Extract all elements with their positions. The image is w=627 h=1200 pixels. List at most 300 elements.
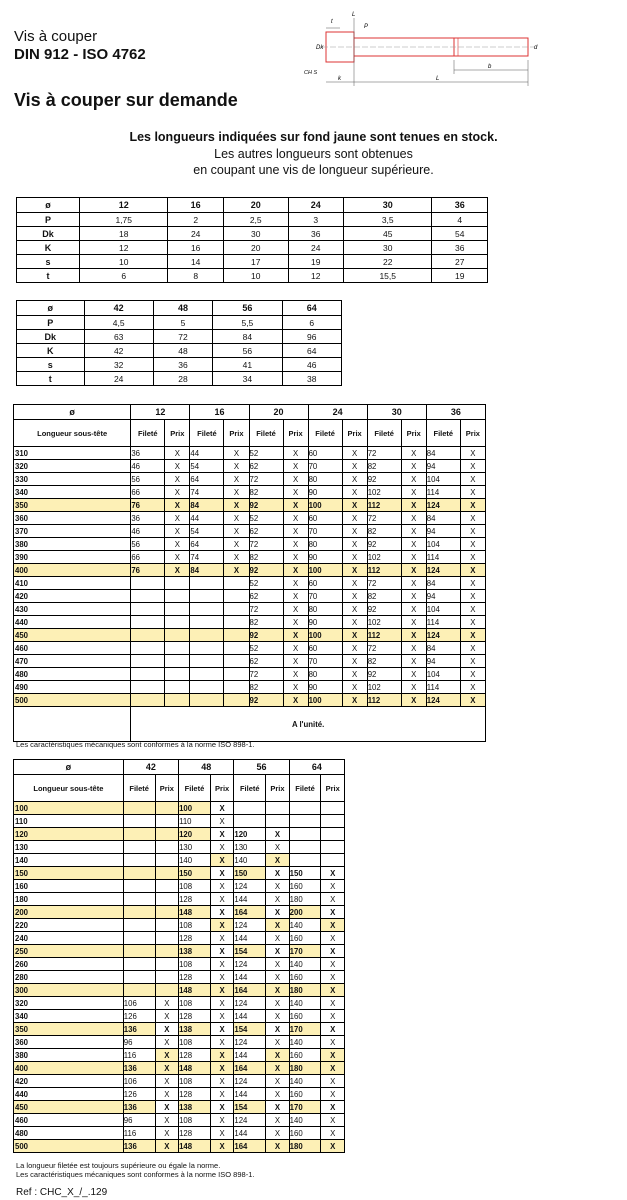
price-cell: X bbox=[210, 1127, 233, 1140]
price-cell: X bbox=[283, 681, 308, 694]
threaded-cell: 144 bbox=[234, 1010, 266, 1023]
table-cell: 27 bbox=[432, 255, 488, 269]
price-cell: X bbox=[321, 932, 345, 945]
threaded-cell bbox=[190, 655, 224, 668]
price-cell bbox=[155, 932, 178, 945]
diameter-header: 56 bbox=[234, 760, 289, 775]
price-cell: X bbox=[210, 1114, 233, 1127]
threaded-cell: 138 bbox=[179, 1023, 211, 1036]
price-cell: X bbox=[165, 447, 190, 460]
price-cell: X bbox=[283, 525, 308, 538]
table-row bbox=[14, 997, 345, 1010]
threaded-cell: 92 bbox=[249, 629, 283, 642]
table-cell: 30 bbox=[223, 227, 288, 241]
price-header: Prix bbox=[283, 420, 308, 447]
threaded-cell: 124 bbox=[426, 499, 460, 512]
price-cell: X bbox=[342, 564, 367, 577]
threaded-cell bbox=[123, 815, 155, 828]
price-cell: X bbox=[342, 629, 367, 642]
table-row bbox=[14, 932, 345, 945]
price-cell: X bbox=[165, 538, 190, 551]
price-cell bbox=[155, 958, 178, 971]
table-row bbox=[17, 344, 342, 358]
threaded-cell bbox=[289, 854, 321, 867]
price-cell: X bbox=[401, 642, 426, 655]
threaded-cell: 154 bbox=[234, 1023, 266, 1036]
table-row bbox=[17, 330, 342, 344]
table-cell: 4 bbox=[432, 213, 488, 227]
row-label: s bbox=[17, 358, 85, 372]
threaded-cell: 54 bbox=[190, 525, 224, 538]
row-label: K bbox=[17, 344, 85, 358]
table-cell: 22 bbox=[344, 255, 432, 269]
threaded-cell: 124 bbox=[234, 997, 266, 1010]
column-header: 30 bbox=[344, 198, 432, 213]
price-cell: X bbox=[321, 867, 345, 880]
price-cell: X bbox=[266, 854, 289, 867]
threaded-cell: 100 bbox=[308, 694, 342, 707]
table-row bbox=[14, 460, 486, 473]
price-cell: X bbox=[460, 512, 485, 525]
threaded-cell bbox=[123, 880, 155, 893]
length-cell: 500 bbox=[14, 1140, 124, 1153]
price-cell: X bbox=[283, 629, 308, 642]
threaded-cell: 124 bbox=[234, 880, 266, 893]
table-row bbox=[17, 227, 488, 241]
length-cell: 480 bbox=[14, 1127, 124, 1140]
threaded-cell: 106 bbox=[123, 1075, 155, 1088]
threaded-cell: 82 bbox=[367, 460, 401, 473]
threaded-cell: 72 bbox=[367, 642, 401, 655]
iso-note-2: Les caractéristiques mécaniques sont conformes à la norme ISO 898-1. bbox=[16, 1170, 255, 1179]
threaded-cell: 170 bbox=[289, 1101, 321, 1114]
threaded-cell: 54 bbox=[190, 460, 224, 473]
table-row bbox=[14, 577, 486, 590]
table-row bbox=[14, 551, 486, 564]
price-cell bbox=[266, 815, 289, 828]
table-cell: 10 bbox=[223, 269, 288, 283]
price-cell: X bbox=[460, 577, 485, 590]
price-header: Prix bbox=[155, 775, 178, 802]
threaded-cell: 84 bbox=[426, 447, 460, 460]
price-cell: X bbox=[401, 551, 426, 564]
threaded-cell: 62 bbox=[249, 460, 283, 473]
length-cell: 390 bbox=[14, 551, 131, 564]
column-header: 12 bbox=[80, 198, 168, 213]
price-cell bbox=[155, 867, 178, 880]
column-header: 16 bbox=[168, 198, 223, 213]
threaded-cell: 148 bbox=[179, 906, 211, 919]
price-cell: X bbox=[283, 577, 308, 590]
length-cell: 320 bbox=[14, 997, 124, 1010]
table-row bbox=[14, 867, 345, 880]
threaded-cell: 72 bbox=[367, 447, 401, 460]
price-cell: X bbox=[210, 815, 233, 828]
table-cell: 4,5 bbox=[84, 316, 153, 330]
threaded-cell: 72 bbox=[367, 577, 401, 590]
threaded-cell bbox=[190, 694, 224, 707]
price-cell: X bbox=[210, 854, 233, 867]
price-cell: X bbox=[266, 1140, 289, 1153]
diameter-header: 48 bbox=[179, 760, 234, 775]
threaded-cell: 64 bbox=[190, 473, 224, 486]
column-header: 20 bbox=[223, 198, 288, 213]
price-cell: X bbox=[224, 551, 249, 564]
price-cell: X bbox=[283, 642, 308, 655]
price-cell: X bbox=[155, 997, 178, 1010]
iso-note-1: Les caractéristiques mécaniques sont conformes à la norme ISO 898-1. bbox=[16, 740, 255, 749]
price-cell bbox=[155, 919, 178, 932]
price-cell bbox=[165, 603, 190, 616]
price-cell: X bbox=[342, 525, 367, 538]
threaded-cell bbox=[190, 616, 224, 629]
price-cell: X bbox=[401, 668, 426, 681]
threaded-cell bbox=[234, 802, 266, 815]
threaded-cell: 80 bbox=[308, 473, 342, 486]
price-cell: X bbox=[155, 1114, 178, 1127]
dim-label-p: P bbox=[364, 24, 369, 30]
price-cell: X bbox=[321, 1140, 345, 1153]
threaded-cell: 100 bbox=[179, 802, 211, 815]
price-cell bbox=[155, 906, 178, 919]
dimensions-table-2 bbox=[16, 300, 342, 386]
threaded-cell: 136 bbox=[123, 1140, 155, 1153]
table-row bbox=[14, 1023, 345, 1036]
threaded-cell bbox=[234, 815, 266, 828]
price-cell: X bbox=[165, 551, 190, 564]
threaded-cell: 52 bbox=[249, 512, 283, 525]
price-cell: X bbox=[401, 603, 426, 616]
threaded-cell: 72 bbox=[249, 603, 283, 616]
threaded-cell: 102 bbox=[367, 681, 401, 694]
price-cell bbox=[266, 802, 289, 815]
threaded-cell: 64 bbox=[190, 538, 224, 551]
threaded-header: Fileté bbox=[123, 775, 155, 802]
threaded-cell: 128 bbox=[179, 971, 211, 984]
threaded-cell: 56 bbox=[131, 473, 165, 486]
table-row bbox=[14, 655, 486, 668]
threaded-cell: 100 bbox=[308, 499, 342, 512]
threaded-cell: 92 bbox=[249, 564, 283, 577]
diameter-header: 30 bbox=[367, 405, 426, 420]
threaded-header: Fileté bbox=[249, 420, 283, 447]
threaded-cell: 114 bbox=[426, 616, 460, 629]
column-header: 24 bbox=[288, 198, 343, 213]
table-cell: 42 bbox=[84, 344, 153, 358]
threaded-cell: 102 bbox=[367, 616, 401, 629]
threaded-cell bbox=[131, 668, 165, 681]
table-row bbox=[14, 1075, 345, 1088]
threaded-cell: 112 bbox=[367, 564, 401, 577]
price-cell: X bbox=[224, 525, 249, 538]
price-cell: X bbox=[266, 1114, 289, 1127]
price-cell: X bbox=[266, 945, 289, 958]
table-header-row bbox=[17, 198, 488, 213]
threaded-cell bbox=[190, 590, 224, 603]
threaded-cell bbox=[131, 590, 165, 603]
price-cell: X bbox=[401, 681, 426, 694]
price-cell: X bbox=[401, 629, 426, 642]
price-cell: X bbox=[283, 616, 308, 629]
length-header: Longueur sous-tête bbox=[14, 775, 124, 802]
price-cell: X bbox=[460, 460, 485, 473]
threaded-cell: 84 bbox=[190, 564, 224, 577]
threaded-cell: 124 bbox=[234, 1036, 266, 1049]
product-norm: DIN 912 - ISO 4762 bbox=[14, 46, 146, 63]
threaded-cell: 160 bbox=[289, 1127, 321, 1140]
price-cell: X bbox=[165, 473, 190, 486]
table-row bbox=[14, 893, 345, 906]
price-cell: X bbox=[401, 538, 426, 551]
threaded-cell: 82 bbox=[249, 616, 283, 629]
threaded-cell: 60 bbox=[308, 512, 342, 525]
row-label: t bbox=[17, 372, 85, 386]
price-cell bbox=[165, 668, 190, 681]
threaded-cell: 82 bbox=[249, 486, 283, 499]
table-row bbox=[17, 213, 488, 227]
threaded-header: Fileté bbox=[179, 775, 211, 802]
length-header: Longueur sous-tête bbox=[14, 420, 131, 447]
table-cell: 15,5 bbox=[344, 269, 432, 283]
stock-notice: Les longueurs indiquées sur fond jaune sont tenues en stock. bbox=[129, 130, 498, 144]
diameter-header: 12 bbox=[131, 405, 190, 420]
table-row bbox=[14, 1036, 345, 1049]
length-cell: 300 bbox=[14, 984, 124, 997]
price-cell: X bbox=[342, 616, 367, 629]
table-row bbox=[14, 447, 486, 460]
threaded-cell: 128 bbox=[179, 1127, 211, 1140]
threaded-cell bbox=[123, 906, 155, 919]
price-cell: X bbox=[210, 984, 233, 997]
price-cell: X bbox=[321, 1101, 345, 1114]
threaded-cell: 100 bbox=[308, 629, 342, 642]
price-cell: X bbox=[401, 473, 426, 486]
threaded-cell: 140 bbox=[289, 919, 321, 932]
price-cell: X bbox=[224, 564, 249, 577]
threaded-cell: 84 bbox=[426, 512, 460, 525]
threaded-cell: 72 bbox=[249, 668, 283, 681]
length-cell: 260 bbox=[14, 958, 124, 971]
price-cell: X bbox=[401, 460, 426, 473]
table-row bbox=[14, 473, 486, 486]
diameter-header: 16 bbox=[190, 405, 249, 420]
price-cell: X bbox=[210, 1023, 233, 1036]
price-cell: X bbox=[321, 1062, 345, 1075]
length-cell: 410 bbox=[14, 577, 131, 590]
price-cell: X bbox=[321, 1036, 345, 1049]
diameter-header: 24 bbox=[308, 405, 367, 420]
threaded-cell bbox=[123, 841, 155, 854]
table-row bbox=[14, 668, 486, 681]
price-cell bbox=[155, 971, 178, 984]
threaded-cell: 80 bbox=[308, 668, 342, 681]
threaded-cell bbox=[289, 828, 321, 841]
table-cell: 10 bbox=[80, 255, 168, 269]
price-cell: X bbox=[210, 1140, 233, 1153]
threaded-cell: 60 bbox=[308, 642, 342, 655]
threaded-cell: 94 bbox=[426, 590, 460, 603]
table-cell: 20 bbox=[223, 241, 288, 255]
threaded-cell: 76 bbox=[131, 499, 165, 512]
table-row bbox=[17, 255, 488, 269]
column-header: 64 bbox=[282, 301, 341, 316]
threaded-cell: 170 bbox=[289, 945, 321, 958]
threaded-cell bbox=[131, 603, 165, 616]
price-cell: X bbox=[165, 512, 190, 525]
price-cell: X bbox=[401, 486, 426, 499]
length-cell: 350 bbox=[14, 499, 131, 512]
price-cell: X bbox=[224, 447, 249, 460]
threaded-cell: 36 bbox=[131, 512, 165, 525]
price-cell: X bbox=[342, 538, 367, 551]
threaded-cell: 82 bbox=[367, 655, 401, 668]
table-row bbox=[14, 841, 345, 854]
threaded-cell bbox=[289, 815, 321, 828]
threaded-cell: 108 bbox=[179, 1036, 211, 1049]
price-cell: X bbox=[342, 668, 367, 681]
threaded-cell: 112 bbox=[367, 629, 401, 642]
row-label: Dk bbox=[17, 227, 80, 241]
price-cell bbox=[224, 590, 249, 603]
threaded-cell bbox=[131, 655, 165, 668]
threaded-header: Fileté bbox=[308, 420, 342, 447]
table-cell: 24 bbox=[84, 372, 153, 386]
length-cell: 160 bbox=[14, 880, 124, 893]
intro-line-2: Les autres longueurs sont obtenues bbox=[214, 147, 413, 161]
threaded-cell: 52 bbox=[249, 577, 283, 590]
threaded-cell: 180 bbox=[289, 1140, 321, 1153]
price-cell: X bbox=[210, 1036, 233, 1049]
price-cell: X bbox=[321, 880, 345, 893]
price-cell: X bbox=[155, 1127, 178, 1140]
price-cell: X bbox=[460, 473, 485, 486]
threaded-cell: 136 bbox=[123, 1101, 155, 1114]
threaded-cell bbox=[131, 642, 165, 655]
threaded-cell: 82 bbox=[367, 590, 401, 603]
price-cell: X bbox=[283, 694, 308, 707]
length-price-table-2 bbox=[13, 759, 345, 1153]
price-cell: X bbox=[321, 1010, 345, 1023]
price-cell: X bbox=[321, 1023, 345, 1036]
thread-note: La longueur filetée est toujours supérieure ou égale la norme. bbox=[16, 1161, 221, 1170]
price-cell: X bbox=[283, 512, 308, 525]
threaded-cell bbox=[123, 893, 155, 906]
length-cell: 350 bbox=[14, 1023, 124, 1036]
price-cell: X bbox=[283, 655, 308, 668]
price-cell: X bbox=[210, 945, 233, 958]
price-cell: X bbox=[210, 828, 233, 841]
price-cell: X bbox=[401, 590, 426, 603]
threaded-cell bbox=[190, 577, 224, 590]
table-cell: 12 bbox=[288, 269, 343, 283]
threaded-cell: 144 bbox=[234, 1127, 266, 1140]
threaded-cell: 148 bbox=[179, 1062, 211, 1075]
table-cell: 48 bbox=[153, 344, 212, 358]
price-cell: X bbox=[210, 893, 233, 906]
table-row bbox=[14, 854, 345, 867]
price-cell: X bbox=[283, 473, 308, 486]
price-cell bbox=[224, 577, 249, 590]
length-cell: 370 bbox=[14, 525, 131, 538]
price-cell: X bbox=[460, 681, 485, 694]
threaded-cell: 108 bbox=[179, 997, 211, 1010]
threaded-cell: 144 bbox=[234, 932, 266, 945]
threaded-cell bbox=[190, 668, 224, 681]
threaded-cell: 124 bbox=[426, 694, 460, 707]
table-cell: 2,5 bbox=[223, 213, 288, 227]
price-cell: X bbox=[224, 499, 249, 512]
price-cell: X bbox=[266, 1036, 289, 1049]
threaded-cell: 140 bbox=[289, 1036, 321, 1049]
threaded-cell: 102 bbox=[367, 551, 401, 564]
threaded-cell: 70 bbox=[308, 655, 342, 668]
price-header: Prix bbox=[210, 775, 233, 802]
threaded-cell bbox=[131, 681, 165, 694]
threaded-cell: 154 bbox=[234, 945, 266, 958]
price-cell: X bbox=[401, 655, 426, 668]
table-cell: 28 bbox=[153, 372, 212, 386]
threaded-cell: 56 bbox=[131, 538, 165, 551]
threaded-cell: 108 bbox=[179, 919, 211, 932]
screw-drawing bbox=[304, 8, 548, 90]
threaded-cell: 84 bbox=[426, 642, 460, 655]
price-cell: X bbox=[266, 867, 289, 880]
length-cell: 460 bbox=[14, 642, 131, 655]
threaded-cell bbox=[123, 971, 155, 984]
table-row bbox=[14, 984, 345, 997]
price-cell: X bbox=[460, 538, 485, 551]
threaded-cell: 116 bbox=[123, 1049, 155, 1062]
table-cell: 84 bbox=[213, 330, 282, 344]
dim-label-t: t bbox=[331, 19, 333, 25]
threaded-cell: 148 bbox=[179, 1140, 211, 1153]
threaded-cell: 92 bbox=[249, 694, 283, 707]
price-cell bbox=[165, 642, 190, 655]
dim-label-l-top: L bbox=[352, 12, 356, 18]
threaded-cell: 126 bbox=[123, 1010, 155, 1023]
table-row bbox=[14, 971, 345, 984]
table-row bbox=[14, 1101, 345, 1114]
price-cell: X bbox=[210, 919, 233, 932]
table-cell: 38 bbox=[282, 372, 341, 386]
threaded-header: Fileté bbox=[190, 420, 224, 447]
length-cell: 440 bbox=[14, 1088, 124, 1101]
threaded-cell: 46 bbox=[131, 525, 165, 538]
price-cell: X bbox=[210, 880, 233, 893]
table-row bbox=[14, 590, 486, 603]
threaded-cell: 128 bbox=[179, 1010, 211, 1023]
table-cell: 17 bbox=[223, 255, 288, 269]
column-header: ø bbox=[17, 301, 85, 316]
table-cell: 32 bbox=[84, 358, 153, 372]
price-cell: X bbox=[460, 655, 485, 668]
threaded-cell: 90 bbox=[308, 551, 342, 564]
price-cell bbox=[155, 841, 178, 854]
price-cell bbox=[224, 655, 249, 668]
price-cell: X bbox=[266, 958, 289, 971]
price-cell: X bbox=[165, 499, 190, 512]
price-cell: X bbox=[342, 486, 367, 499]
price-cell: X bbox=[266, 984, 289, 997]
price-cell bbox=[165, 616, 190, 629]
threaded-cell bbox=[289, 802, 321, 815]
threaded-cell: 104 bbox=[426, 603, 460, 616]
diameter-header: 64 bbox=[289, 760, 344, 775]
threaded-cell bbox=[190, 681, 224, 694]
price-cell: X bbox=[210, 932, 233, 945]
table-row bbox=[14, 1049, 345, 1062]
price-cell: X bbox=[283, 499, 308, 512]
